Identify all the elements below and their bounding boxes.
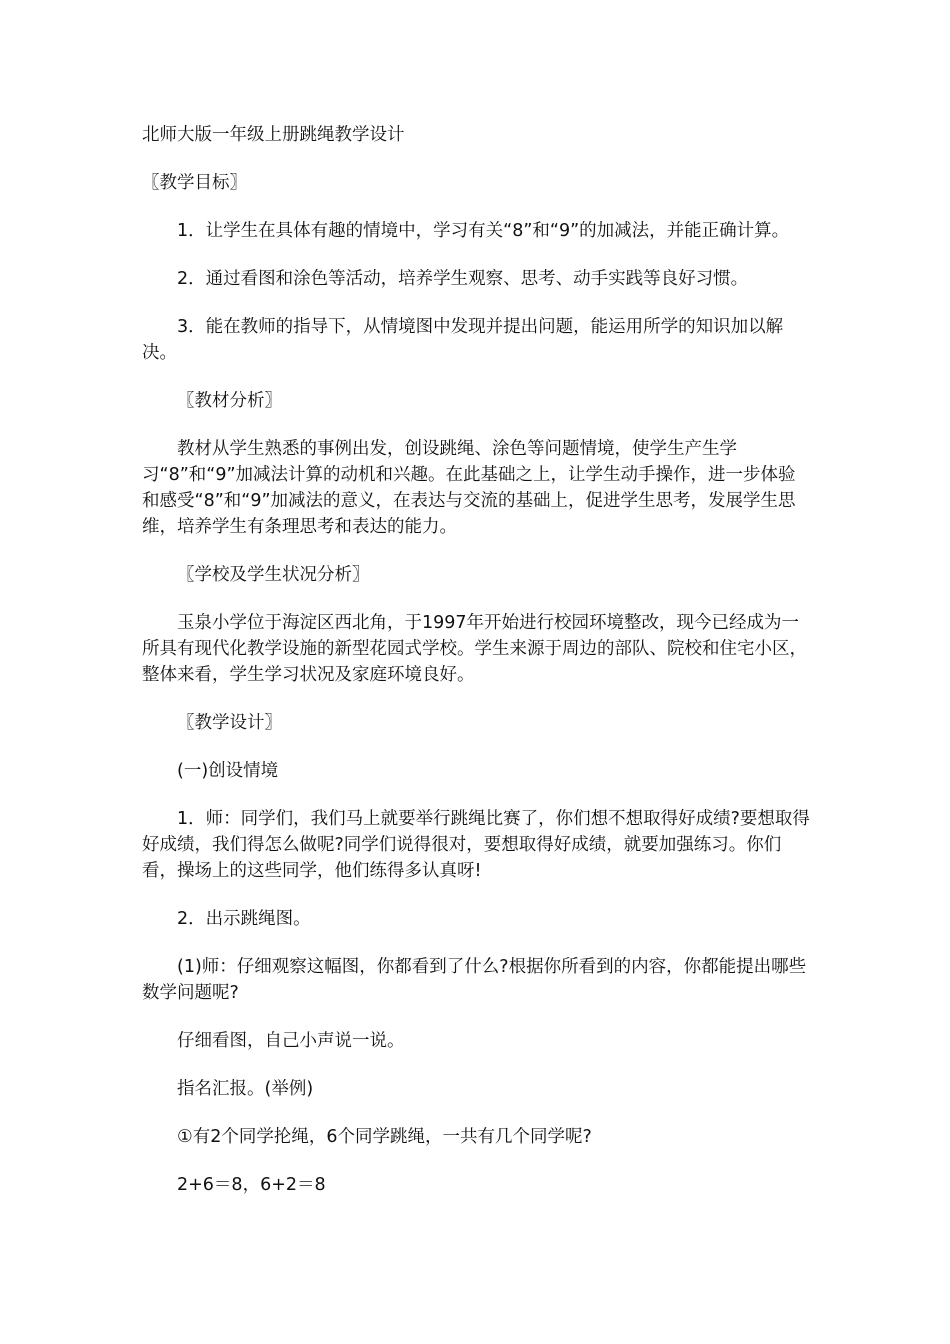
equation-1: 2+6＝8，6+2＝8 [177,1175,326,1195]
section-heading: (一)创设情境 [177,761,279,781]
observe-paragraph: 仔细看图，自己小声说一说。 [177,1031,405,1051]
step-2-1: (1)师：仔细观察这幅图，你都看到了什么?根据你所看到的内容，你都能提出哪些数学问题呢? [142,957,807,1003]
document-body [142,122,812,1220]
design-heading: 〖教学设计〗 [177,713,282,733]
goal-1: 1．让学生在具体有趣的情境中，学习有关“8”和“9”的加减法，并能正确计算。 [177,221,790,241]
goal-2: 2．通过看图和涂色等活动，培养学生观察、思考、动手实践等良好习惯。 [177,269,749,289]
analysis-heading: 〖教材分析〗 [177,391,282,411]
step-1: 1．师：同学们，我们马上就要举行跳绳比赛了，你们想不想取得好成绩?要想取得好成绩，我们得怎么做呢?同学们说得很对，要想取得好成绩，就要加强练习。你们看，操场上的这些同学，他们练得多认真呀! [142,809,810,881]
school-body: 玉泉小学位于海淀区西北角，于1997年开始进行校园环境整改，现今已经成为一所具有现代化教学设施的新型花园式学校。学生来源于周边的部队、院校和住宅小区，整体来看，学生学习状况及家庭环境良好。 [142,613,807,685]
analysis-body: 教材从学生熟悉的事例出发，创设跳绳、涂色等问题情境，使学生产生学习“8”和“9”加减法计算的动机和兴趣。在此基础之上，让学生动手操作，进一步体验和感受“8”和“9”加减法的意义，在表达与交流的基础上，促进学生思考，发展学生思维，培养学生有条理思考和表达的能力。 [142,439,796,537]
school-heading: 〖学校及学生状况分析〗 [177,565,370,585]
goals-heading: 〖教学目标〗 [142,173,247,193]
goal-3: 3．能在教师的指导下，从情境图中发现并提出问题，能运用所学的知识加以解决。 [142,317,784,363]
step-2: 2．出示跳绳图。 [177,909,311,929]
report-paragraph: 指名汇报。(举例) [177,1079,314,1099]
example-1: ①有2个同学抡绳，6个同学跳绳，一共有几个同学呢? [177,1127,592,1147]
document-title: 北师大版一年级上册跳绳教学设计 [142,125,405,145]
